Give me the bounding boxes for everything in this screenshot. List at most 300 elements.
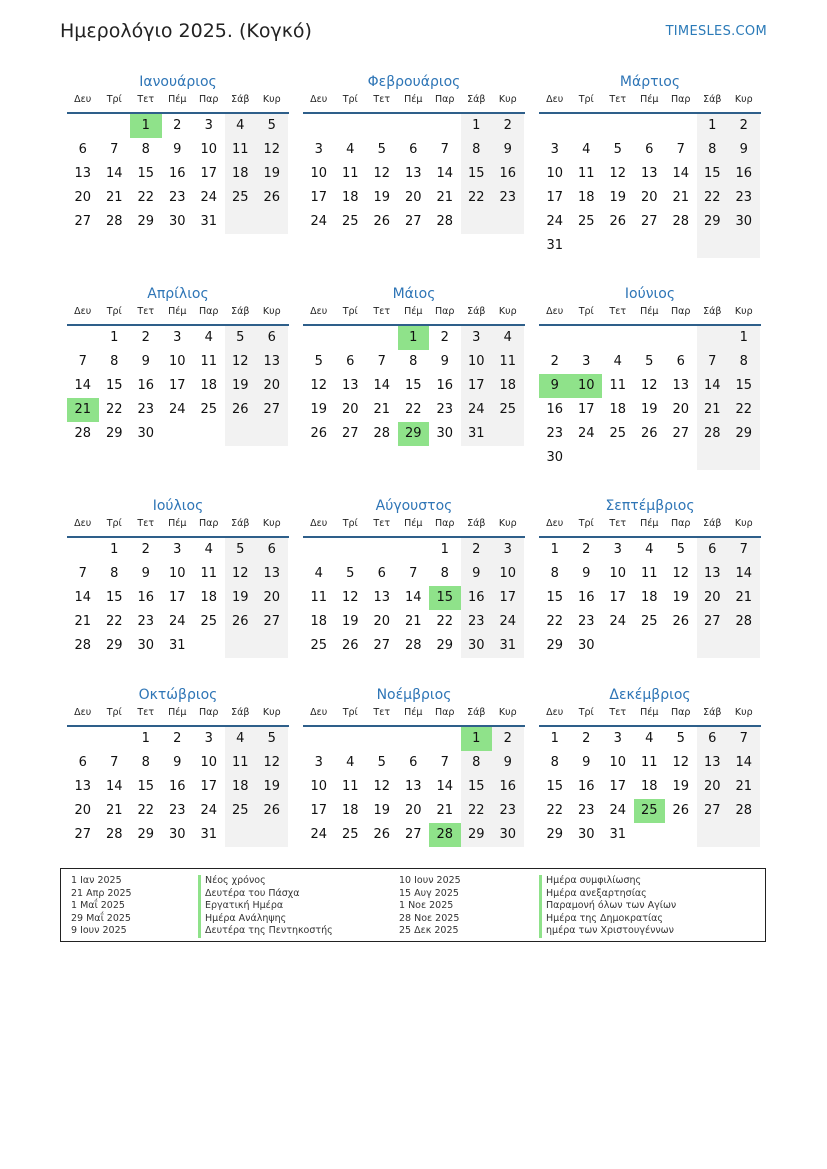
day-cell[interactable]: 27 — [74, 214, 92, 229]
day-cell[interactable]: 1 — [141, 731, 150, 746]
day-cell[interactable]: 29 — [398, 422, 430, 446]
day-cell[interactable]: 7 — [697, 350, 729, 374]
day-cell[interactable]: 15 — [461, 775, 493, 799]
day-cell[interactable]: 22 — [546, 803, 564, 818]
day-cell[interactable]: 4 — [645, 731, 654, 746]
day-cell[interactable]: 20 — [404, 803, 422, 818]
day-cell[interactable]: 13 — [74, 166, 92, 181]
day-cell[interactable]: 11 — [225, 751, 257, 775]
day-cell[interactable]: 4 — [225, 114, 257, 138]
day-cell[interactable]: 2 — [440, 330, 449, 345]
day-cell[interactable]: 16 — [492, 162, 524, 186]
day-cell[interactable]: 6 — [78, 142, 87, 157]
day-cell[interactable]: 30 — [577, 638, 595, 653]
day-cell[interactable]: 29 — [546, 827, 564, 842]
day-cell[interactable]: 30 — [577, 827, 595, 842]
day-cell[interactable]: 15 — [546, 779, 564, 794]
day-cell[interactable]: 4 — [314, 566, 323, 581]
day-cell[interactable]: 22 — [105, 402, 123, 417]
day-cell[interactable]: 8 — [141, 142, 150, 157]
day-cell[interactable]: 14 — [697, 374, 729, 398]
day-cell[interactable]: 23 — [168, 190, 186, 205]
day-cell[interactable]: 26 — [341, 638, 359, 653]
day-cell[interactable]: 8 — [550, 566, 559, 581]
day-cell[interactable]: 12 — [672, 566, 690, 581]
day-cell[interactable]: 15 — [461, 162, 493, 186]
day-cell[interactable]: 24 — [609, 803, 627, 818]
day-cell[interactable]: 22 — [461, 799, 493, 823]
day-cell[interactable]: 5 — [377, 755, 386, 770]
day-cell[interactable]: 7 — [728, 538, 760, 562]
day-cell[interactable]: 21 — [436, 190, 454, 205]
day-cell[interactable]: 15 — [697, 162, 729, 186]
day-cell[interactable]: 7 — [78, 354, 87, 369]
day-cell[interactable]: 1 — [130, 114, 162, 138]
day-cell[interactable]: 24 — [577, 426, 595, 441]
day-cell[interactable]: 6 — [377, 566, 386, 581]
day-cell[interactable]: 28 — [672, 214, 690, 229]
day-cell[interactable]: 7 — [440, 755, 449, 770]
day-cell[interactable]: 31 — [168, 638, 186, 653]
day-cell[interactable]: 30 — [728, 210, 760, 234]
day-cell[interactable]: 10 — [200, 755, 218, 770]
day-cell[interactable]: 4 — [225, 727, 257, 751]
day-cell[interactable]: 20 — [74, 803, 92, 818]
day-cell[interactable]: 19 — [341, 614, 359, 629]
day-cell[interactable]: 5 — [377, 142, 386, 157]
day-cell[interactable]: 12 — [640, 378, 658, 393]
day-cell[interactable]: 10 — [571, 374, 603, 398]
day-cell[interactable]: 18 — [640, 590, 658, 605]
day-cell[interactable]: 9 — [173, 755, 182, 770]
day-cell[interactable]: 13 — [341, 378, 359, 393]
day-cell[interactable]: 8 — [550, 755, 559, 770]
day-cell[interactable]: 12 — [310, 378, 328, 393]
day-cell[interactable]: 2 — [492, 727, 524, 751]
day-cell[interactable]: 12 — [373, 779, 391, 794]
day-cell[interactable]: 16 — [137, 378, 155, 393]
day-cell[interactable]: 3 — [204, 731, 213, 746]
day-cell[interactable]: 8 — [409, 354, 418, 369]
day-cell[interactable]: 22 — [697, 186, 729, 210]
day-cell[interactable]: 24 — [492, 610, 524, 634]
day-cell[interactable]: 19 — [256, 775, 288, 799]
day-cell[interactable]: 26 — [373, 827, 391, 842]
day-cell[interactable]: 12 — [256, 751, 288, 775]
day-cell[interactable]: 30 — [546, 450, 564, 465]
day-cell[interactable]: 4 — [613, 354, 622, 369]
day-cell[interactable]: 28 — [429, 823, 461, 847]
day-cell[interactable]: 23 — [492, 799, 524, 823]
day-cell[interactable]: 2 — [173, 118, 182, 133]
day-cell[interactable]: 15 — [105, 378, 123, 393]
day-cell[interactable]: 11 — [492, 350, 524, 374]
day-cell[interactable]: 10 — [310, 166, 328, 181]
day-cell[interactable]: 19 — [640, 402, 658, 417]
site-link[interactable]: TIMESLES.COM — [665, 24, 767, 39]
day-cell[interactable]: 17 — [546, 190, 564, 205]
day-cell[interactable]: 11 — [341, 166, 359, 181]
day-cell[interactable]: 28 — [74, 426, 92, 441]
day-cell[interactable]: 25 — [634, 799, 666, 823]
day-cell[interactable]: 7 — [728, 727, 760, 751]
day-cell[interactable]: 19 — [256, 162, 288, 186]
day-cell[interactable]: 21 — [105, 190, 123, 205]
day-cell[interactable]: 6 — [78, 755, 87, 770]
day-cell[interactable]: 11 — [341, 779, 359, 794]
day-cell[interactable]: 29 — [105, 426, 123, 441]
day-cell[interactable]: 27 — [640, 214, 658, 229]
day-cell[interactable]: 15 — [728, 374, 760, 398]
day-cell[interactable]: 4 — [204, 330, 213, 345]
day-cell[interactable]: 20 — [697, 775, 729, 799]
day-cell[interactable]: 10 — [168, 354, 186, 369]
day-cell[interactable]: 14 — [74, 378, 92, 393]
day-cell[interactable]: 16 — [168, 166, 186, 181]
day-cell[interactable]: 21 — [404, 614, 422, 629]
day-cell[interactable]: 6 — [697, 727, 729, 751]
day-cell[interactable]: 29 — [137, 827, 155, 842]
day-cell[interactable]: 5 — [613, 142, 622, 157]
day-cell[interactable]: 18 — [341, 190, 359, 205]
day-cell[interactable]: 27 — [672, 426, 690, 441]
day-cell[interactable]: 14 — [728, 562, 760, 586]
day-cell[interactable]: 9 — [492, 751, 524, 775]
day-cell[interactable]: 17 — [200, 166, 218, 181]
day-cell[interactable]: 18 — [577, 190, 595, 205]
day-cell[interactable]: 18 — [492, 374, 524, 398]
day-cell[interactable]: 4 — [346, 142, 355, 157]
day-cell[interactable]: 18 — [640, 779, 658, 794]
day-cell[interactable]: 25 — [225, 799, 257, 823]
day-cell[interactable]: 10 — [461, 350, 493, 374]
day-cell[interactable]: 9 — [461, 562, 493, 586]
day-cell[interactable]: 24 — [200, 190, 218, 205]
day-cell[interactable]: 22 — [728, 398, 760, 422]
day-cell[interactable]: 3 — [204, 118, 213, 133]
day-cell[interactable]: 25 — [310, 638, 328, 653]
day-cell[interactable]: 26 — [225, 610, 257, 634]
day-cell[interactable]: 28 — [373, 426, 391, 441]
day-cell[interactable]: 16 — [728, 162, 760, 186]
day-cell[interactable]: 29 — [697, 210, 729, 234]
day-cell[interactable]: 20 — [640, 190, 658, 205]
day-cell[interactable]: 29 — [105, 638, 123, 653]
day-cell[interactable]: 3 — [314, 755, 323, 770]
day-cell[interactable]: 20 — [373, 614, 391, 629]
day-cell[interactable]: 20 — [256, 374, 288, 398]
day-cell[interactable]: 16 — [492, 775, 524, 799]
day-cell[interactable]: 16 — [546, 402, 564, 417]
day-cell[interactable]: 29 — [137, 214, 155, 229]
day-cell[interactable]: 16 — [436, 378, 454, 393]
day-cell[interactable]: 12 — [672, 755, 690, 770]
day-cell[interactable]: 21 — [67, 398, 99, 422]
day-cell[interactable]: 9 — [141, 354, 150, 369]
day-cell[interactable]: 13 — [697, 751, 729, 775]
day-cell[interactable]: 23 — [577, 614, 595, 629]
day-cell[interactable]: 21 — [436, 803, 454, 818]
day-cell[interactable]: 1 — [550, 542, 559, 557]
day-cell[interactable]: 20 — [697, 586, 729, 610]
day-cell[interactable]: 18 — [225, 775, 257, 799]
day-cell[interactable]: 11 — [577, 166, 595, 181]
day-cell[interactable]: 28 — [728, 799, 760, 823]
day-cell[interactable]: 22 — [137, 190, 155, 205]
day-cell[interactable]: 17 — [609, 779, 627, 794]
day-cell[interactable]: 25 — [609, 426, 627, 441]
day-cell[interactable]: 26 — [640, 426, 658, 441]
day-cell[interactable]: 22 — [105, 614, 123, 629]
day-cell[interactable]: 9 — [141, 566, 150, 581]
day-cell[interactable]: 7 — [409, 566, 418, 581]
day-cell[interactable]: 3 — [461, 326, 493, 350]
day-cell[interactable]: 3 — [582, 354, 591, 369]
day-cell[interactable]: 3 — [613, 542, 622, 557]
day-cell[interactable]: 11 — [609, 378, 627, 393]
day-cell[interactable]: 11 — [200, 354, 218, 369]
day-cell[interactable]: 15 — [137, 166, 155, 181]
day-cell[interactable]: 2 — [582, 542, 591, 557]
day-cell[interactable]: 21 — [105, 803, 123, 818]
day-cell[interactable]: 29 — [461, 823, 493, 847]
day-cell[interactable]: 7 — [110, 755, 119, 770]
day-cell[interactable]: 19 — [609, 190, 627, 205]
day-cell[interactable]: 6 — [409, 142, 418, 157]
day-cell[interactable]: 5 — [225, 326, 257, 350]
day-cell[interactable]: 22 — [137, 803, 155, 818]
day-cell[interactable]: 10 — [609, 566, 627, 581]
day-cell[interactable]: 15 — [404, 378, 422, 393]
day-cell[interactable]: 16 — [137, 590, 155, 605]
day-cell[interactable]: 31 — [492, 634, 524, 658]
day-cell[interactable]: 24 — [546, 214, 564, 229]
day-cell[interactable]: 26 — [256, 799, 288, 823]
day-cell[interactable]: 19 — [225, 374, 257, 398]
day-cell[interactable]: 17 — [310, 803, 328, 818]
day-cell[interactable]: 27 — [256, 610, 288, 634]
day-cell[interactable]: 20 — [672, 402, 690, 417]
day-cell[interactable]: 24 — [310, 214, 328, 229]
day-cell[interactable]: 15 — [105, 590, 123, 605]
day-cell[interactable]: 14 — [404, 590, 422, 605]
day-cell[interactable]: 15 — [429, 586, 461, 610]
day-cell[interactable]: 23 — [728, 186, 760, 210]
day-cell[interactable]: 4 — [204, 542, 213, 557]
day-cell[interactable]: 1 — [110, 330, 119, 345]
day-cell[interactable]: 17 — [168, 378, 186, 393]
day-cell[interactable]: 16 — [577, 590, 595, 605]
day-cell[interactable]: 23 — [436, 402, 454, 417]
day-cell[interactable]: 23 — [461, 610, 493, 634]
day-cell[interactable]: 8 — [461, 138, 493, 162]
day-cell[interactable]: 25 — [200, 402, 218, 417]
day-cell[interactable]: 11 — [200, 566, 218, 581]
day-cell[interactable]: 24 — [461, 398, 493, 422]
day-cell[interactable]: 30 — [168, 827, 186, 842]
day-cell[interactable]: 26 — [310, 426, 328, 441]
day-cell[interactable]: 10 — [609, 755, 627, 770]
day-cell[interactable]: 28 — [404, 638, 422, 653]
day-cell[interactable]: 14 — [105, 166, 123, 181]
day-cell[interactable]: 4 — [346, 755, 355, 770]
day-cell[interactable]: 6 — [409, 755, 418, 770]
day-cell[interactable]: 10 — [546, 166, 564, 181]
day-cell[interactable]: 23 — [168, 803, 186, 818]
day-cell[interactable]: 9 — [173, 142, 182, 157]
day-cell[interactable]: 1 — [110, 542, 119, 557]
day-cell[interactable]: 17 — [577, 402, 595, 417]
day-cell[interactable]: 5 — [676, 542, 685, 557]
day-cell[interactable]: 22 — [546, 614, 564, 629]
day-cell[interactable]: 27 — [697, 610, 729, 634]
day-cell[interactable]: 25 — [200, 614, 218, 629]
day-cell[interactable]: 31 — [461, 422, 493, 446]
day-cell[interactable]: 17 — [200, 779, 218, 794]
day-cell[interactable]: 13 — [697, 562, 729, 586]
day-cell[interactable]: 27 — [74, 827, 92, 842]
day-cell[interactable]: 13 — [256, 562, 288, 586]
day-cell[interactable]: 26 — [672, 803, 690, 818]
day-cell[interactable]: 19 — [672, 779, 690, 794]
day-cell[interactable]: 15 — [137, 779, 155, 794]
day-cell[interactable]: 29 — [546, 638, 564, 653]
day-cell[interactable]: 11 — [225, 138, 257, 162]
day-cell[interactable]: 11 — [640, 755, 658, 770]
day-cell[interactable]: 24 — [168, 402, 186, 417]
day-cell[interactable]: 14 — [373, 378, 391, 393]
day-cell[interactable]: 25 — [577, 214, 595, 229]
day-cell[interactable]: 28 — [105, 214, 123, 229]
day-cell[interactable]: 5 — [314, 354, 323, 369]
day-cell[interactable]: 17 — [461, 374, 493, 398]
day-cell[interactable]: 12 — [256, 138, 288, 162]
day-cell[interactable]: 7 — [78, 566, 87, 581]
day-cell[interactable]: 26 — [672, 614, 690, 629]
day-cell[interactable]: 2 — [141, 330, 150, 345]
day-cell[interactable]: 19 — [225, 586, 257, 610]
day-cell[interactable]: 26 — [225, 398, 257, 422]
day-cell[interactable]: 10 — [200, 142, 218, 157]
day-cell[interactable]: 3 — [613, 731, 622, 746]
day-cell[interactable]: 21 — [672, 190, 690, 205]
day-cell[interactable]: 21 — [728, 775, 760, 799]
day-cell[interactable]: 20 — [256, 586, 288, 610]
day-cell[interactable]: 7 — [440, 142, 449, 157]
day-cell[interactable]: 3 — [173, 542, 182, 557]
day-cell[interactable]: 1 — [440, 542, 449, 557]
day-cell[interactable]: 31 — [200, 214, 218, 229]
day-cell[interactable]: 3 — [314, 142, 323, 157]
day-cell[interactable]: 17 — [168, 590, 186, 605]
day-cell[interactable]: 9 — [539, 374, 571, 398]
day-cell[interactable]: 30 — [137, 638, 155, 653]
day-cell[interactable]: 20 — [74, 190, 92, 205]
day-cell[interactable]: 1 — [728, 326, 760, 350]
day-cell[interactable]: 3 — [492, 538, 524, 562]
day-cell[interactable]: 6 — [697, 538, 729, 562]
day-cell[interactable]: 27 — [256, 398, 288, 422]
day-cell[interactable]: 19 — [310, 402, 328, 417]
day-cell[interactable]: 29 — [728, 422, 760, 446]
day-cell[interactable]: 2 — [550, 354, 559, 369]
day-cell[interactable]: 10 — [492, 562, 524, 586]
day-cell[interactable]: 13 — [373, 590, 391, 605]
day-cell[interactable]: 27 — [404, 827, 422, 842]
day-cell[interactable]: 27 — [697, 799, 729, 823]
day-cell[interactable]: 6 — [645, 142, 654, 157]
day-cell[interactable]: 6 — [346, 354, 355, 369]
day-cell[interactable]: 18 — [200, 590, 218, 605]
day-cell[interactable]: 9 — [728, 138, 760, 162]
day-cell[interactable]: 21 — [373, 402, 391, 417]
day-cell[interactable]: 4 — [582, 142, 591, 157]
day-cell[interactable]: 31 — [609, 827, 627, 842]
day-cell[interactable]: 18 — [225, 162, 257, 186]
day-cell[interactable]: 1 — [550, 731, 559, 746]
day-cell[interactable]: 8 — [697, 138, 729, 162]
day-cell[interactable]: 1 — [461, 727, 493, 751]
day-cell[interactable]: 14 — [436, 779, 454, 794]
day-cell[interactable]: 14 — [672, 166, 690, 181]
day-cell[interactable]: 1 — [398, 326, 430, 350]
day-cell[interactable]: 8 — [728, 350, 760, 374]
day-cell[interactable]: 12 — [609, 166, 627, 181]
day-cell[interactable]: 1 — [461, 114, 493, 138]
day-cell[interactable]: 26 — [609, 214, 627, 229]
day-cell[interactable]: 8 — [110, 566, 119, 581]
day-cell[interactable]: 29 — [436, 638, 454, 653]
day-cell[interactable]: 26 — [256, 186, 288, 210]
day-cell[interactable]: 5 — [256, 727, 288, 751]
day-cell[interactable]: 17 — [310, 190, 328, 205]
day-cell[interactable]: 31 — [546, 238, 564, 253]
day-cell[interactable]: 2 — [728, 114, 760, 138]
day-cell[interactable]: 10 — [310, 779, 328, 794]
day-cell[interactable]: 8 — [461, 751, 493, 775]
day-cell[interactable]: 27 — [341, 426, 359, 441]
day-cell[interactable]: 5 — [645, 354, 654, 369]
day-cell[interactable]: 6 — [676, 354, 685, 369]
day-cell[interactable]: 13 — [404, 779, 422, 794]
day-cell[interactable]: 17 — [609, 590, 627, 605]
day-cell[interactable]: 30 — [492, 823, 524, 847]
day-cell[interactable]: 19 — [672, 590, 690, 605]
day-cell[interactable]: 12 — [341, 590, 359, 605]
day-cell[interactable]: 30 — [461, 634, 493, 658]
day-cell[interactable]: 30 — [137, 426, 155, 441]
day-cell[interactable]: 14 — [728, 751, 760, 775]
day-cell[interactable]: 19 — [373, 190, 391, 205]
day-cell[interactable]: 13 — [74, 779, 92, 794]
day-cell[interactable]: 12 — [225, 562, 257, 586]
day-cell[interactable]: 9 — [440, 354, 449, 369]
day-cell[interactable]: 21 — [74, 614, 92, 629]
day-cell[interactable]: 20 — [341, 402, 359, 417]
day-cell[interactable]: 14 — [436, 166, 454, 181]
day-cell[interactable]: 12 — [225, 350, 257, 374]
day-cell[interactable]: 13 — [404, 166, 422, 181]
day-cell[interactable]: 23 — [137, 402, 155, 417]
day-cell[interactable]: 30 — [168, 214, 186, 229]
day-cell[interactable]: 25 — [225, 186, 257, 210]
day-cell[interactable]: 1 — [697, 114, 729, 138]
day-cell[interactable]: 5 — [346, 566, 355, 581]
day-cell[interactable]: 24 — [609, 614, 627, 629]
day-cell[interactable]: 24 — [168, 614, 186, 629]
day-cell[interactable]: 23 — [577, 803, 595, 818]
day-cell[interactable]: 2 — [582, 731, 591, 746]
